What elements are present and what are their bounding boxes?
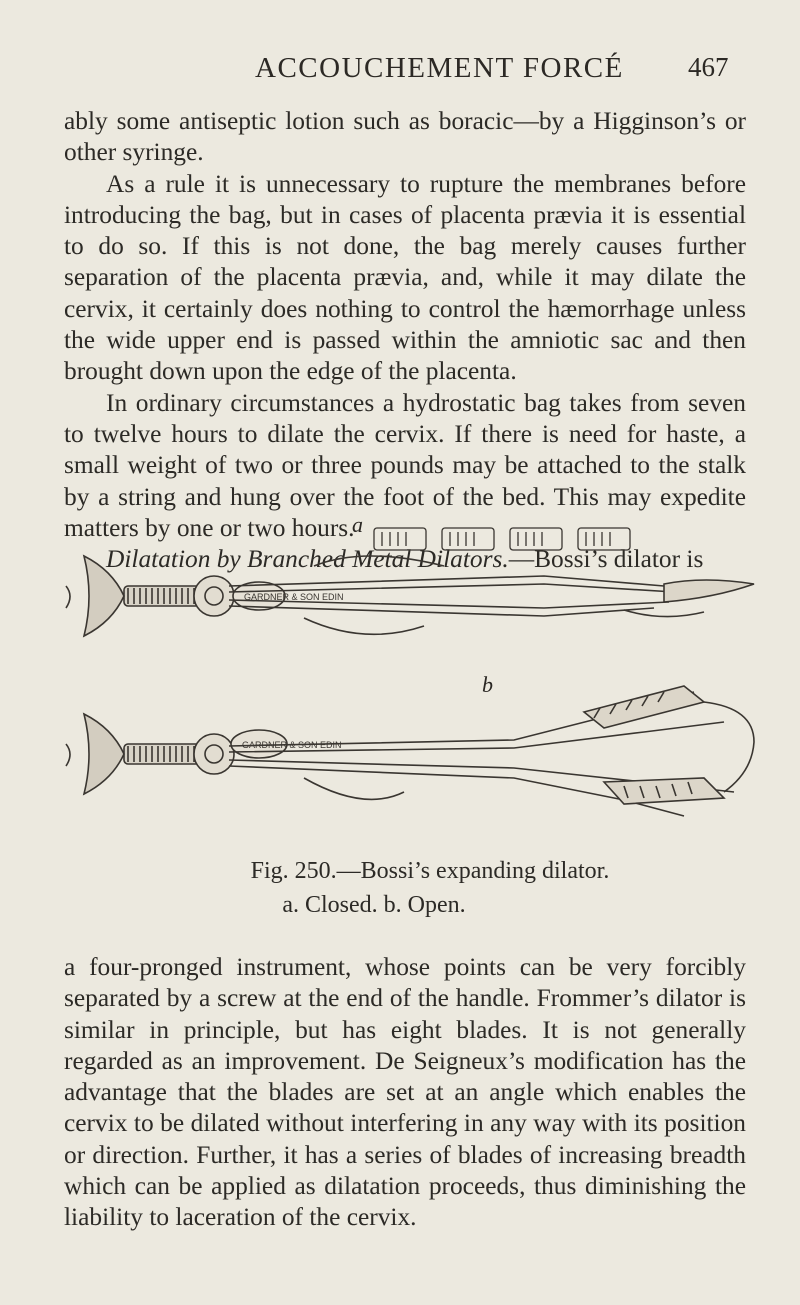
figure-bossi-dilator [64, 512, 764, 822]
figure-label-b: b [482, 672, 493, 697]
paragraph-membranes: As a rule it is unnecessary to rupture the membranes before introducing the bag, but in cases of placenta prævia it is essential to do so. If this is not done, the bag merely causes further separation of the placenta prævia, and, while it may dilate the cervix, it certainly does nothing to control the hæmorrhage unless the wide upper end is passed within the amniotic sac and then brought down upon the edge of the placenta. [64, 169, 746, 386]
maker-stamp-b: GARDNER & SON EDIN [242, 740, 342, 750]
section-heading-dilatation: Dilatation by Branched Metal Dilators. [106, 545, 509, 574]
figure-label-a: a [352, 512, 363, 537]
dilator-open-illustration [64, 682, 764, 822]
running-head: ACCOUCHEMENT FORCÉ [255, 52, 624, 84]
paragraph-dilatation-text: —Bossi’s dilator is [508, 545, 704, 574]
paragraph-continuation: ably some antiseptic lotion such as boracic—by a Higginson’s or other syringe. [64, 107, 746, 167]
maker-stamp-a: GARDNER & SON EDIN [244, 592, 344, 602]
paragraph-four-pronged: a four-pronged instrument, whose points can be very forcibly separated by a screw at the end of the handle. Frommer’s dilator is similar in principle, but has eight blades. It is not generally regarded as an improvement. De Seigneux’s modification has the advantage that the blades are set at an angle which enables the cervix to be dilated without interfering in any way with its position or direction. Further, it has a series of blades of increasing breadth which can be applied as dilatation proceeds, thus diminishing the liability to laceration of the cervix. [64, 953, 746, 1232]
page-header [0, 52, 800, 92]
figure-subcaption: a. Closed. b. Open. [282, 892, 466, 918]
paragraph-hydrostatic-bag: In ordinary circumstances a hydrostatic bag takes from seven to twelve hours to dilate the cervix. If there is need for haste, a small weight of two or three pounds may be attached to the stalk by a string and hung over the foot of the bed. This may expedite matters by one or two hours. [64, 388, 746, 542]
body-text-top [64, 106, 746, 575]
page-number: 467 [688, 52, 729, 82]
figure-caption: Fig. 250.—Bossi’s expanding dilator. [250, 858, 610, 884]
dilator-closed-illustration [64, 526, 764, 666]
body-text-bottom [64, 952, 746, 1234]
